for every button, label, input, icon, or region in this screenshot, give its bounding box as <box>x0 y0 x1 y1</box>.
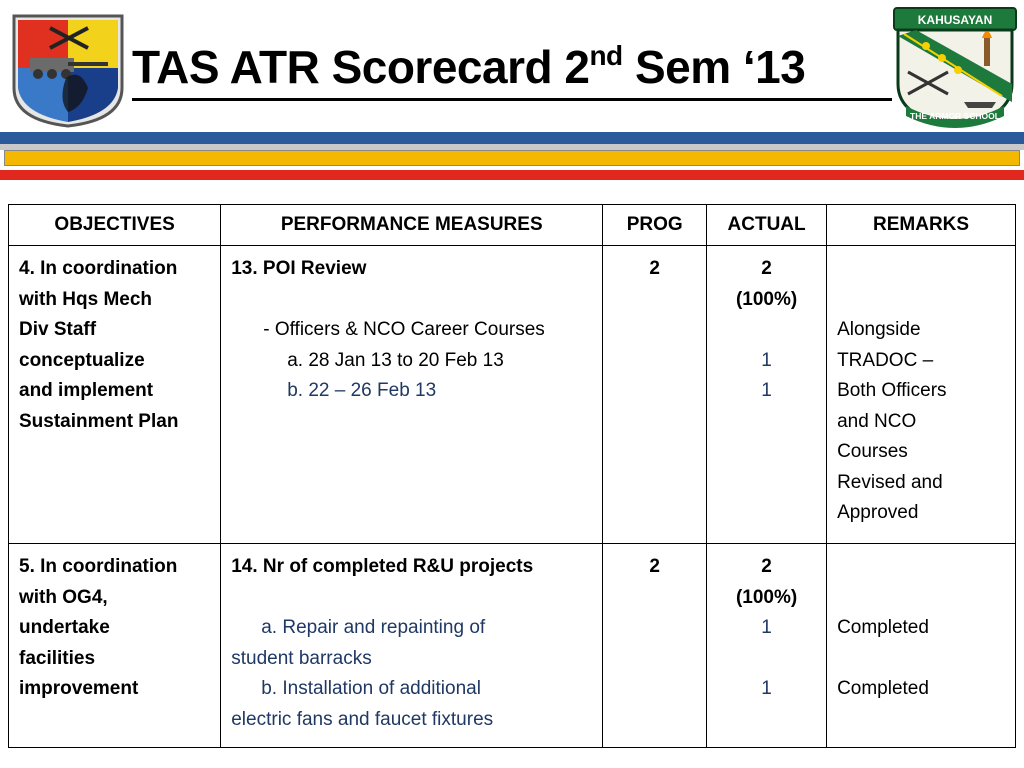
header-performance-measures: PERFORMANCE MEASURES <box>221 205 603 246</box>
table-header-row <box>9 205 1016 246</box>
remarks-line: Both Officers <box>837 380 947 401</box>
objective-line: 4. In coordination <box>19 258 178 279</box>
actual-cell <box>707 246 827 544</box>
spacer <box>837 644 1009 675</box>
prog-cell: 2 <box>603 544 707 748</box>
measure-item-b: b. 22 – 26 Feb 13 <box>287 380 437 401</box>
page-title <box>132 40 806 93</box>
prog-cell: 2 <box>603 246 707 544</box>
table-row <box>9 544 1016 748</box>
spacer <box>837 285 1009 316</box>
objective-line: Sustainment Plan <box>19 410 179 432</box>
actual-item-a: 1 <box>761 617 772 638</box>
objective-line: 5. In coordination <box>19 556 178 577</box>
title-end: Sem ‘13 <box>622 41 806 93</box>
measure-item-b: b. Installation of additional <box>261 678 481 699</box>
spacer <box>708 315 825 346</box>
remarks-cell <box>827 544 1016 748</box>
spacer <box>837 552 1009 583</box>
measure-item-a: a. Repair and repainting of <box>261 617 486 638</box>
objective-line: and implement <box>19 380 154 401</box>
spacer <box>708 644 825 675</box>
remarks-line: Courses <box>837 441 908 462</box>
header-prog: PROG <box>603 205 707 246</box>
table-row <box>9 246 1016 544</box>
objective-line: with OG4, <box>19 586 108 608</box>
title-underline <box>132 98 892 101</box>
objective-line: Div Staff <box>19 319 97 340</box>
spacer <box>837 254 1009 285</box>
title-superscript: nd <box>589 40 623 71</box>
actual-cell <box>707 544 827 748</box>
header-band-red <box>0 170 1024 180</box>
objective-line: with Hqs Mech <box>19 288 153 310</box>
spacer <box>837 583 1009 614</box>
measure-cell <box>221 544 603 748</box>
measure-title: 13. POI Review <box>231 258 367 279</box>
actual-item-b: 1 <box>761 678 772 699</box>
objective-line: undertake <box>19 617 110 638</box>
header-actual: ACTUAL <box>707 205 827 246</box>
scorecard-table <box>8 204 1016 748</box>
actual-total: 2 <box>761 556 772 577</box>
remarks-line: TRADOC – <box>837 349 934 371</box>
actual-total: 2 <box>761 258 772 279</box>
armor-school-emblem <box>892 6 1018 130</box>
emblem-top-text: KAHUSAYAN <box>917 13 993 27</box>
title-main: TAS ATR Scorecard 2 <box>132 41 590 93</box>
measure-cell <box>221 246 603 544</box>
spacer <box>231 583 596 614</box>
measure-title: 14. Nr of completed R&U projects <box>231 556 534 577</box>
remarks-item-b: Completed <box>837 678 929 699</box>
remarks-line: and NCO <box>837 410 917 432</box>
remarks-cell <box>827 246 1016 544</box>
header-remarks: REMARKS <box>827 205 1016 246</box>
actual-percent: (100%) <box>735 586 798 608</box>
remarks-line: Approved <box>837 502 919 523</box>
objective-cell <box>9 246 221 544</box>
objective-cell <box>9 544 221 748</box>
emblem-bottom-text: THE ARMOR SCHOOL <box>910 111 1000 121</box>
spacer <box>231 285 596 316</box>
actual-percent: (100%) <box>735 288 798 310</box>
objective-line: improvement <box>19 678 139 699</box>
objective-line: facilities <box>19 647 96 669</box>
header-objectives: OBJECTIVES <box>9 205 221 246</box>
remarks-line: Alongside <box>837 319 921 340</box>
objective-line: conceptualize <box>19 349 145 371</box>
measure-subtitle: - Officers & NCO Career Courses <box>263 319 545 340</box>
remarks-item-a: Completed <box>837 617 929 638</box>
header-band-blue <box>0 132 1024 144</box>
actual-item-a: 1 <box>761 349 772 371</box>
unit-logo-left <box>8 8 128 128</box>
measure-item-a-cont: student barracks <box>231 647 372 669</box>
header-band-yellow <box>4 150 1020 166</box>
remarks-line: Revised and <box>837 471 943 493</box>
actual-item-b: 1 <box>761 380 772 401</box>
measure-item-a: a. 28 Jan 13 to 20 Feb 13 <box>287 349 504 371</box>
measure-item-b-cont: electric fans and faucet fixtures <box>231 708 494 730</box>
